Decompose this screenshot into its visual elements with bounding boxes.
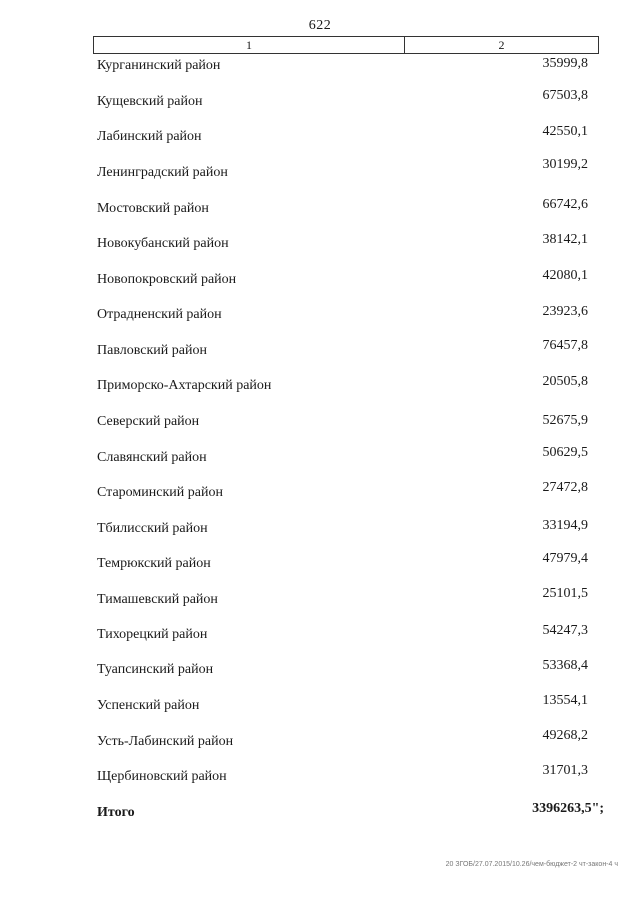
- table-row: [0, 195, 640, 217]
- table-row: [0, 515, 640, 537]
- district-name: Лабинский район: [97, 129, 202, 144]
- district-name: Тбилисский район: [97, 521, 208, 536]
- district-value: 54247,3: [542, 623, 588, 638]
- district-name: Тихорецкий район: [97, 627, 208, 642]
- district-name: Туапсинский район: [97, 662, 214, 677]
- district-value: 38142,1: [542, 232, 588, 247]
- table-row: [0, 52, 640, 74]
- table-row: [0, 692, 640, 714]
- table-row: [0, 123, 640, 145]
- district-value: 27472,8: [542, 480, 588, 495]
- total-label: Итого: [97, 805, 135, 820]
- district-name: Тимашевский район: [97, 592, 218, 607]
- district-value: 47979,4: [542, 551, 588, 566]
- district-name: Новопокровский район: [97, 272, 237, 287]
- district-name: Староминский район: [97, 485, 223, 500]
- district-value: 49268,2: [542, 728, 588, 743]
- column-header-1: 1: [94, 37, 405, 53]
- page-number: 622: [308, 18, 332, 33]
- table-row: [0, 408, 640, 430]
- table-row: [0, 621, 640, 643]
- district-value: 66742,6: [542, 197, 588, 212]
- district-name: Приморско-Ахтарский район: [97, 378, 272, 393]
- table-row: [0, 479, 640, 501]
- district-value: 33194,9: [542, 518, 588, 533]
- district-name: Курганинский район: [97, 58, 221, 73]
- district-value: 52675,9: [542, 413, 588, 428]
- table-row: [0, 266, 640, 288]
- district-name: Кущевский район: [97, 94, 203, 109]
- district-name: Павловский район: [97, 343, 207, 358]
- district-name: Северский район: [97, 414, 200, 429]
- district-value: 23923,6: [542, 304, 588, 319]
- district-value: 35999,8: [542, 56, 588, 71]
- table-row: [0, 763, 640, 785]
- district-value: 53368,4: [542, 658, 588, 673]
- column-header-2: 2: [498, 38, 505, 52]
- district-name: Славянский район: [97, 450, 207, 465]
- table-row: [0, 656, 640, 678]
- district-name: Успенский район: [97, 698, 200, 713]
- table-row: [0, 337, 640, 359]
- district-value: 67503,8: [542, 88, 588, 103]
- district-value: 25101,5: [542, 586, 588, 601]
- table-row: [0, 159, 640, 181]
- district-name: Усть-Лабинский район: [97, 734, 234, 749]
- district-name: Ленинградский район: [97, 165, 228, 180]
- district-name: Мостовский район: [97, 201, 209, 216]
- district-name: Новокубанский район: [97, 236, 229, 251]
- table-row: [0, 550, 640, 572]
- district-value: 13554,1: [542, 693, 588, 708]
- district-value: 20505,8: [542, 374, 588, 389]
- table-row: [0, 301, 640, 323]
- district-value: 31701,3: [542, 763, 588, 778]
- footer-note: 20 ЗГОБ/27.07.2015/10.26/чем-бюджет-2 чт-закон-4 ч: [445, 861, 618, 868]
- district-value: 42550,1: [542, 124, 588, 139]
- table-row: [0, 728, 640, 750]
- district-name: Темрюкский район: [97, 556, 211, 571]
- table-row: [0, 230, 640, 252]
- table-row: [0, 586, 640, 608]
- district-name: Отрадненский район: [97, 307, 222, 322]
- total-value: 3396263,5";: [532, 801, 604, 816]
- table-row: [0, 372, 640, 394]
- total-row: [0, 799, 640, 821]
- district-value: 30199,2: [542, 157, 588, 172]
- table-row: [0, 88, 640, 110]
- district-value: 50629,5: [542, 445, 588, 460]
- district-value: 42080,1: [542, 268, 588, 283]
- district-value: 76457,8: [542, 338, 588, 353]
- district-name: Щербиновский район: [97, 769, 227, 784]
- table-row: [0, 444, 640, 466]
